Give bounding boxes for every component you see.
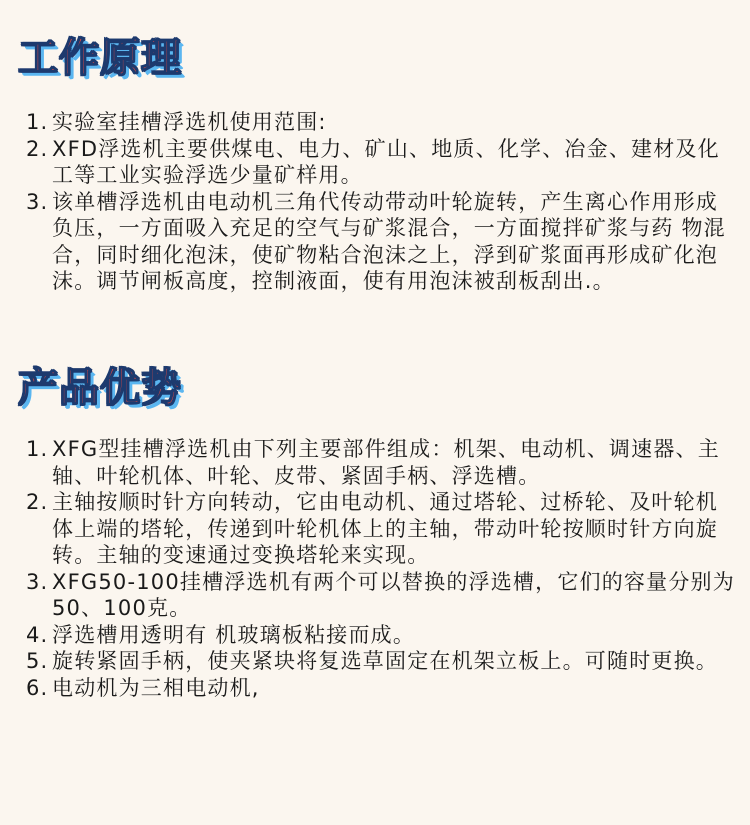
item-number: 1. (26, 437, 49, 461)
item-number: 6. (26, 675, 49, 700)
principle-list (26, 109, 738, 295)
item-number: 1. (26, 110, 49, 134)
list-item (26, 436, 738, 489)
item-text: 旋转紧固手柄，使夹紧块将复选草固定在机架立板上。可随时更换。 (52, 649, 718, 673)
item-text: 电动机为三相电动机, (52, 675, 260, 700)
principle-heading: 工作原理 (18, 35, 182, 81)
list-item (26, 622, 738, 649)
item-text: XFG型挂槽浮选机由下列主要部件组成：机架、电动机、调速器、主轴、叶轮机体、叶轮、皮带、紧固手柄、浮选槽。 (52, 437, 720, 488)
list-item (26, 569, 738, 622)
list-item (26, 109, 738, 136)
list-item (26, 675, 738, 702)
advantages-heading: 产品优势 (18, 365, 182, 411)
list-item (26, 489, 738, 569)
item-text: 该单槽浮选机由电动机三角代传动带动叶轮旋转，产生离心作用形成负压，一方面吸入充足的空气与矿浆混合，一方面搅拌矿浆与药 物混合，同时细化泡沫，使矿物粘合泡沫之上，浮到矿浆面再形成矿化泡沫。调节闸板高度，控制液面，使有用泡沫被刮板刮出.。 (52, 189, 726, 293)
item-number: 3. (26, 189, 49, 214)
item-number: 3. (26, 569, 49, 594)
item-text: 实验室挂槽浮选机使用范围: (52, 110, 327, 134)
item-text: 主轴按顺时针方向转动，它由电动机、通过塔轮、过桥轮、及叶轮机体上端的塔轮，传递到叶轮机体上的主轴，带动叶轮按顺时针方向旋转。主轴的变速通过变换塔轮来实现。 (52, 490, 718, 567)
item-text: XFD浮选机主要供煤电、电力、矿山、地质、化学、冶金、建材及化工等工业实验浮选少量矿样用。 (52, 136, 720, 187)
list-item (26, 136, 738, 189)
item-number: 2. (26, 136, 49, 161)
advantages-list (26, 436, 738, 701)
item-number: 2. (26, 490, 49, 514)
item-text: 浮选槽用透明有 机玻璃板粘接而成。 (52, 622, 416, 647)
item-number: 4. (26, 622, 49, 647)
list-item (26, 648, 738, 675)
list-item (26, 189, 738, 295)
item-text: XFG50-100挂槽浮选机有两个可以替换的浮选槽，它们的容量分别为50、100克。 (52, 569, 735, 620)
item-number: 5. (26, 649, 49, 673)
